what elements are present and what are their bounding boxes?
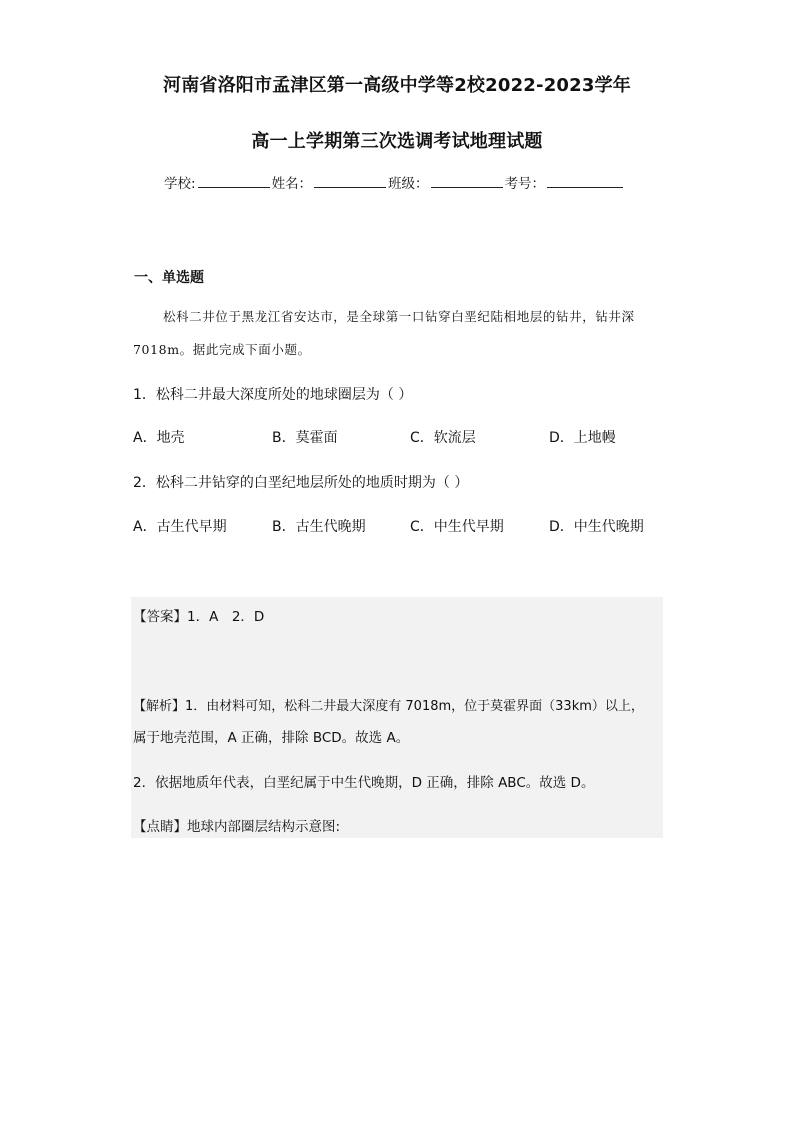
school-label: 学校:	[164, 176, 196, 192]
question-1-option-a: A．地壳	[133, 430, 185, 446]
question-1-option-c: C．软流层	[410, 430, 476, 446]
analysis-line1: 【解析】1．由材料可知，松科二井最大深度有 7018m，位于莫霍界面（33km）以上，	[133, 699, 644, 714]
question-2-stem: 2．松科二井钻穿的白垩纪地层所处的地质时期为（ ）	[133, 475, 469, 491]
question-1-option-d: D．上地幔	[549, 430, 616, 446]
school-blank	[198, 174, 270, 188]
name-label: 姓名：	[271, 176, 313, 192]
question-2-option-d: D．中生代晚期	[549, 519, 644, 535]
question-1-stem: 1．松科二井最大深度所处的地球圈层为（ ）	[133, 387, 413, 403]
doc-title-line1: 河南省洛阳市孟津区第一高级中学等2校2022-2023学年	[163, 75, 631, 96]
class-blank	[431, 174, 503, 188]
question-2-option-c: C．中生代早期	[410, 519, 504, 535]
question-2-option-a: A．古生代早期	[133, 519, 227, 535]
analysis-line2: 属于地壳范围，A 正确，排除 BCD。故选 A。	[133, 730, 410, 746]
analysis-line3: 2．依据地质年代表，白垩纪属于中生代晚期，D 正确，排除 ABC。故选 D。	[133, 775, 595, 791]
name-blank	[314, 174, 386, 188]
doc-title-line2: 高一上学期第三次选调考试地理试题	[251, 131, 543, 152]
class-label: 班级：	[388, 176, 429, 192]
question-1-option-b: B．莫霍面	[272, 430, 338, 446]
answer-line: 【答案】1．A 2．D	[133, 609, 265, 625]
passage-line2: 7018m。据此完成下面小题。	[133, 342, 311, 357]
tip-line: 【点睛】地球内部圈层结构示意图:	[133, 819, 341, 835]
answer-panel	[131, 597, 663, 838]
exam-no-label: 考号：	[504, 176, 546, 192]
section-title: 一、单选题	[134, 270, 204, 286]
passage-line1: 松科二井位于黑龙江省安达市，是全球第一口钻穿白垩纪陆相地层的钻井，钻井深	[163, 309, 635, 324]
student-info-line	[164, 172, 625, 192]
question-2-option-b: B．古生代晚期	[272, 519, 366, 535]
exam-no-blank	[547, 174, 623, 188]
